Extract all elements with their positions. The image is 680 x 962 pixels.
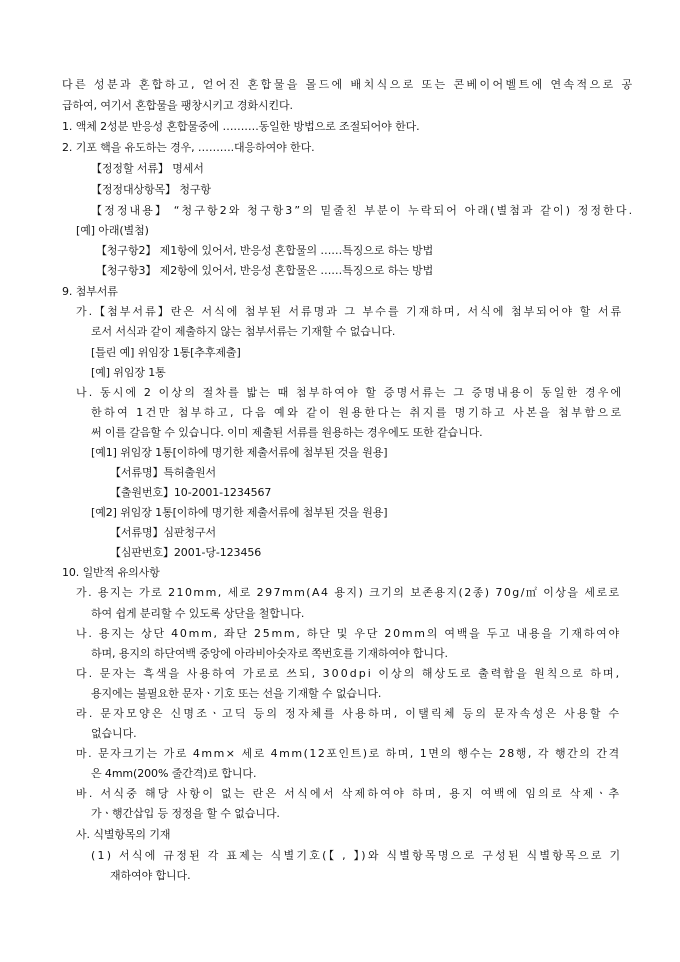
text-line [0, 444, 680, 462]
text-line [0, 323, 680, 341]
text-line [0, 484, 680, 502]
text-line-content: 라. 문자모양은 신명조ㆍ고딕 등의 정자체를 사용하며, 이탤릭체 등의 문자속성은 사용할 수 [76, 707, 622, 720]
text-line-content: [예] 아래(별첨) [76, 224, 149, 237]
text-line [0, 867, 680, 885]
text-line [0, 705, 680, 723]
text-line [0, 524, 680, 542]
text-line [0, 605, 680, 623]
text-line-content: 용지에는 불필요한 문자ㆍ기호 또는 선을 기재할 수 없습니다. [91, 687, 382, 700]
text-line [0, 504, 680, 522]
text-line [0, 725, 680, 743]
text-line-content: 없습니다. [91, 727, 137, 740]
text-line [0, 384, 680, 402]
text-line-content: [예] 위임장 1통 [91, 366, 166, 379]
text-line [0, 745, 680, 763]
text-line [0, 625, 680, 643]
text-line [0, 118, 680, 136]
text-line [0, 160, 680, 178]
text-line-content: 나. 용지는 상단 40mm, 좌단 25mm, 하단 및 우단 20mm의 여백을 두고 내용을 기재하여야 [76, 627, 621, 640]
text-line [0, 785, 680, 803]
text-line-content: [예1] 위임장 1통[이하에 명기한 제출서류에 첨부된 것을 원용] [91, 446, 388, 459]
text-line-content: 하여 쉽게 분리할 수 있도록 상단을 철합니다. [91, 607, 305, 620]
text-line-content: 나. 동시에 2 이상의 절차를 밟는 때 첨부하여야 할 증명서류는 그 증명내용이 동일한 경우에 [76, 386, 624, 399]
text-line [0, 826, 680, 844]
text-line-content: 가ㆍ행간삽입 등 정정을 할 수 없습니다. [91, 807, 280, 820]
text-line-content: 【정정내용】 “청구항2와 청구항3”의 밑줄친 부분이 누락되어 아래(별첨과 같이) 정정한다. [91, 204, 635, 217]
text-line [0, 262, 680, 280]
text-line-content: 사. 식별항목의 기재 [76, 828, 171, 841]
text-line-content: 1. 액체 2성분 반응성 혼합물중에 ……….동일한 방법으로 조절되어야 한다. [62, 120, 420, 133]
text-line-content: 바. 서식중 해당 사항이 없는 란은 서식에서 삭제하여야 하며, 용지 여백에 임의로 삭제ㆍ추 [76, 787, 622, 800]
text-line-content: 로서 서식과 같이 제출하지 않는 첨부서류는 기재할 수 없습니다. [91, 325, 396, 338]
text-line-content: 10. 일반적 유의사항 [62, 566, 160, 579]
text-line-content: 【심판번호】2001-당-123456 [110, 546, 262, 559]
text-line-content: 재하여야 합니다. [110, 869, 191, 882]
text-line-content: 은 4mm(200% 줄간격)로 합니다. [91, 767, 257, 780]
text-line [0, 665, 680, 683]
text-line-content: 【출원번호】10-2001-1234567 [110, 486, 272, 499]
text-line-content: 급하여, 여기서 혼합물을 팽창시키고 경화시킨다. [62, 99, 293, 112]
text-line-content: 다. 문자는 흑색을 사용하여 가로로 쓰되, 300dpi 이상의 해상도로 출력함을 원칙으로 하며, [76, 667, 622, 680]
text-line [0, 685, 680, 703]
text-line [0, 464, 680, 482]
text-line [0, 97, 680, 115]
text-line-content: [틀린 예] 위임장 1통[추후제출] [91, 346, 241, 359]
text-line-content: (1) 서식에 규정된 각 표제는 식별기호(【 , 】)와 식별항목명으로 구성된 식별항목으로 기 [91, 849, 623, 862]
text-line-content: 【서류명】심판청구서 [110, 526, 217, 539]
text-line-content: 가. 용지는 가로 210mm, 세로 297mm(A4 용지) 크기의 보존용지(2종) 70g/㎡ 이상을 세로로 [76, 586, 621, 599]
text-line [0, 76, 680, 94]
text-line [0, 544, 680, 562]
text-line [0, 564, 680, 582]
text-line [0, 404, 680, 422]
text-line-content: 하며, 용지의 하단여백 중앙에 아라비아숫자로 쪽번호를 기재하여야 합니다. [91, 647, 448, 660]
text-line [0, 645, 680, 663]
text-line-content: [예2] 위임장 1통[이하에 명기한 제출서류에 첨부된 것을 원용] [91, 506, 388, 519]
text-line [0, 765, 680, 783]
text-line [0, 424, 680, 442]
text-line-content: 9. 첨부서류 [62, 285, 118, 298]
text-line-content: 다른 성분과 혼합하고, 얻어진 혼합물을 몰드에 배치식으로 또는 콘베이어벨트에 연속적으로 공 [62, 78, 635, 91]
text-line-content: 【청구항3】 제2항에 있어서, 반응성 혼합물은 ……특징으로 하는 방법 [96, 264, 434, 277]
text-line [0, 805, 680, 823]
text-line-content: 한하여 1건만 첨부하고, 다음 예와 같이 원용한다는 취지를 명기하고 사본을 첨부함으로 [91, 406, 624, 419]
text-line-content: 가.【첨부서류】란은 서식에 첨부된 서류명과 그 부수를 기재하며, 서식에 첨부되어야 할 서류 [76, 305, 624, 318]
text-line-content: 마. 문자크기는 가로 4mm× 세로 4mm(12포인트)로 하며, 1면의 행수는 28행, 각 행간의 간격 [76, 747, 621, 760]
text-line [0, 283, 680, 301]
text-line-content: 【정정대상항목】 청구항 [91, 183, 211, 196]
text-line [0, 847, 680, 865]
text-line [0, 242, 680, 260]
text-line [0, 181, 680, 199]
text-line [0, 303, 680, 321]
text-line [0, 202, 680, 220]
text-line [0, 584, 680, 602]
text-line-content: 【청구항2】 제1항에 있어서, 반응성 혼합물의 ……특징으로 하는 방법 [96, 244, 434, 257]
text-line-content: 2. 기포 핵을 유도하는 경우, ……….대응하여야 한다. [62, 141, 315, 154]
text-line-content: 써 이를 갈음할 수 있습니다. 이미 제출된 서류를 원용하는 경우에도 또한 같습니다. [91, 426, 483, 439]
text-line [0, 364, 680, 382]
text-line-content: 【정정할 서류】 명세서 [91, 162, 204, 175]
text-line-content: 【서류명】특허출원서 [110, 466, 217, 479]
text-line [0, 222, 680, 240]
text-line [0, 139, 680, 157]
text-line [0, 344, 680, 362]
